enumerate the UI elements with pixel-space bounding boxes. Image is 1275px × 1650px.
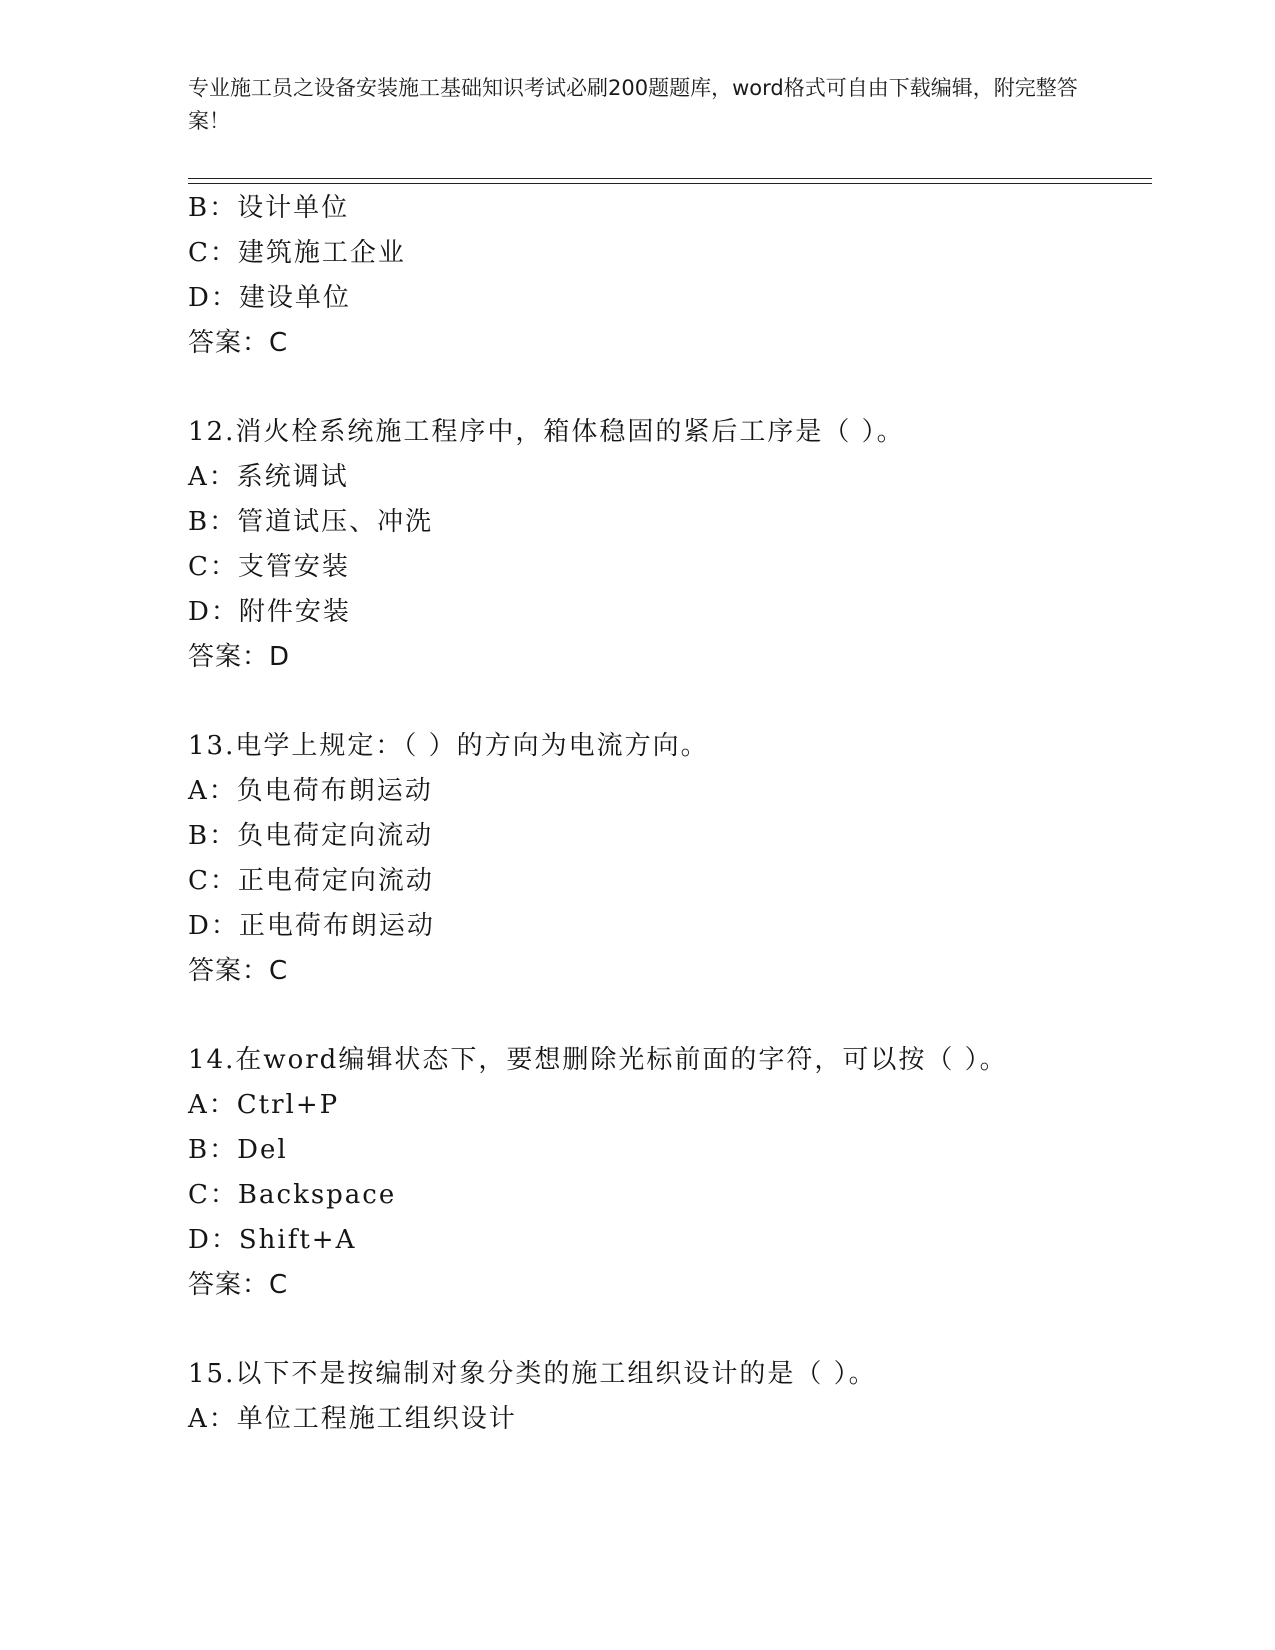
option-d: D：Shift+A xyxy=(188,1225,357,1255)
answer-line: 答案：C xyxy=(188,1270,289,1300)
answer-line: 答案：C xyxy=(188,328,289,358)
option-a: A：单位工程施工组织设计 xyxy=(188,1404,517,1434)
header-divider-bottom xyxy=(188,183,1152,184)
option-d: D：正电荷布朗运动 xyxy=(188,911,435,941)
option-d: D：附件安装 xyxy=(188,597,351,627)
option-b: B：设计单位 xyxy=(188,193,350,223)
option-a: A：负电荷布朗运动 xyxy=(188,776,433,806)
option-a: A：Ctrl+P xyxy=(188,1090,340,1120)
answer-line: 答案：C xyxy=(188,956,289,986)
option-c: C：建筑施工企业 xyxy=(188,238,406,268)
option-b: B：负电荷定向流动 xyxy=(188,821,434,851)
option-a: A：系统调试 xyxy=(188,462,349,492)
option-c: C：Backspace xyxy=(188,1180,397,1210)
document-header: 专业施工员之设备安装施工基础知识考试必刷200题题库，word格式可自由下载编辑，附完整答案！ xyxy=(188,76,1078,133)
option-d: D：建设单位 xyxy=(188,283,351,313)
answer-line: 答案：D xyxy=(188,642,291,672)
option-b: B：Del xyxy=(188,1135,288,1165)
option-c: C：支管安装 xyxy=(188,552,350,582)
header-divider-top xyxy=(188,178,1152,179)
option-b: B：管道试压、冲洗 xyxy=(188,507,434,537)
question-stem: 14.在word编辑状态下，要想删除光标前面的字符，可以按（ ）。 xyxy=(188,1045,1008,1075)
option-c: C：正电荷定向流动 xyxy=(188,866,434,896)
question-stem: 12.消火栓系统施工程序中，箱体稳固的紧后工序是（ ）。 xyxy=(188,417,905,447)
question-stem: 13.电学上规定：（ ）的方向为电流方向。 xyxy=(188,731,709,761)
question-stem: 15.以下不是按编制对象分类的施工组织设计的是（ ）。 xyxy=(188,1359,877,1389)
